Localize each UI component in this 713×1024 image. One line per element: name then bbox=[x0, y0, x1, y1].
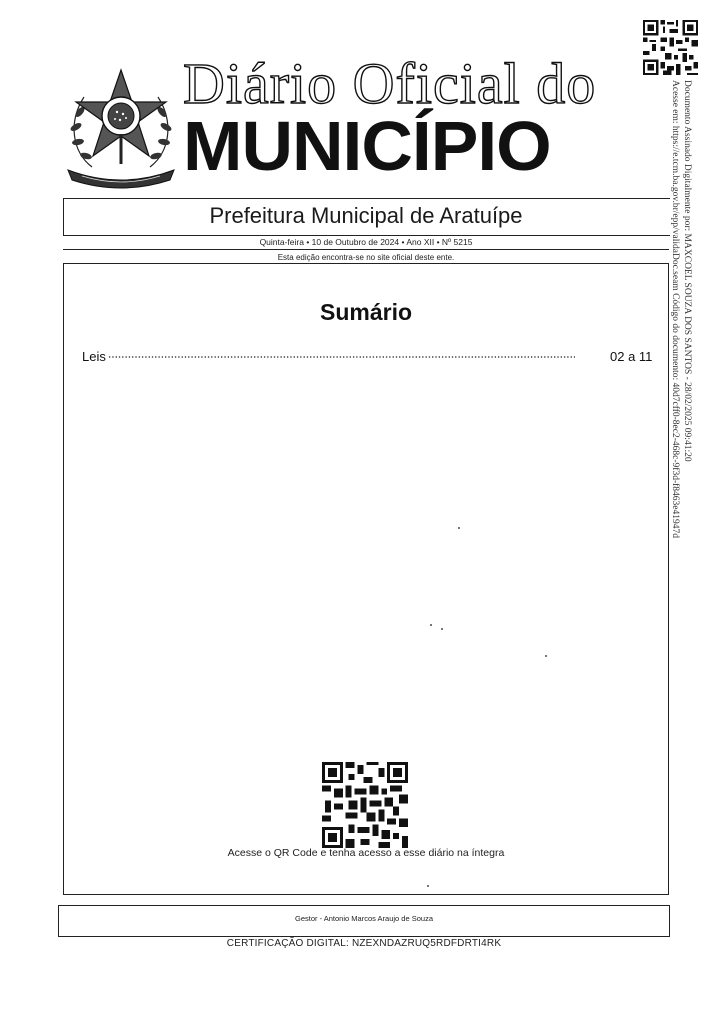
scan-speck bbox=[430, 624, 432, 626]
municipality-name: Prefeitura Municipal de Aratuípe bbox=[209, 203, 523, 228]
scan-speck bbox=[427, 885, 429, 887]
journal-title-top: Diário Oficial do bbox=[183, 51, 597, 116]
scan-speck bbox=[441, 628, 443, 630]
toc-item-pages: 02 a 11 bbox=[610, 349, 653, 364]
toc-item-label: Leis bbox=[82, 349, 106, 364]
qr-code-corner bbox=[643, 20, 698, 75]
scan-speck bbox=[458, 527, 460, 529]
toc-leader-dots bbox=[108, 353, 575, 361]
verification-line: Acesse em: https://e.tcm.ba.gov.br/epp/validaDoc.seam Código do documento: 40d7cff0-8ec2-468c-9f3d-f8463e41947d bbox=[670, 80, 680, 538]
scan-speck bbox=[545, 655, 547, 657]
signature-line: Documento Assinado Digitalmente por: MAXCOEL SOUZA DOS SANTOS - 28/02/2025 09:41:20 bbox=[682, 80, 692, 462]
edition-note: Esta edição encontra-se no site oficial deste ente. bbox=[277, 253, 455, 262]
summary-title: Sumário bbox=[319, 299, 413, 325]
digital-signature-stamp bbox=[669, 80, 693, 538]
edition-meta: Quinta-feira • 10 de Outubro de 2024 • Ano XII • Nº 5215 bbox=[259, 237, 473, 247]
qr-code-access bbox=[322, 762, 408, 848]
divider bbox=[63, 249, 669, 250]
journal-title-main: MUNICÍPIO bbox=[183, 107, 551, 185]
manager-name: Gestor - Antonio Marcos Araujo de Souza bbox=[295, 914, 433, 923]
digital-certificate: CERTIFICAÇÃO DIGITAL: NZEXNDAZRUQ5RDFDRTI4RK bbox=[226, 938, 502, 949]
coat-of-arms-emblem bbox=[62, 62, 180, 192]
qr-caption: Acesse o QR Code e tenha acesso a esse diário na íntegra bbox=[227, 847, 505, 859]
